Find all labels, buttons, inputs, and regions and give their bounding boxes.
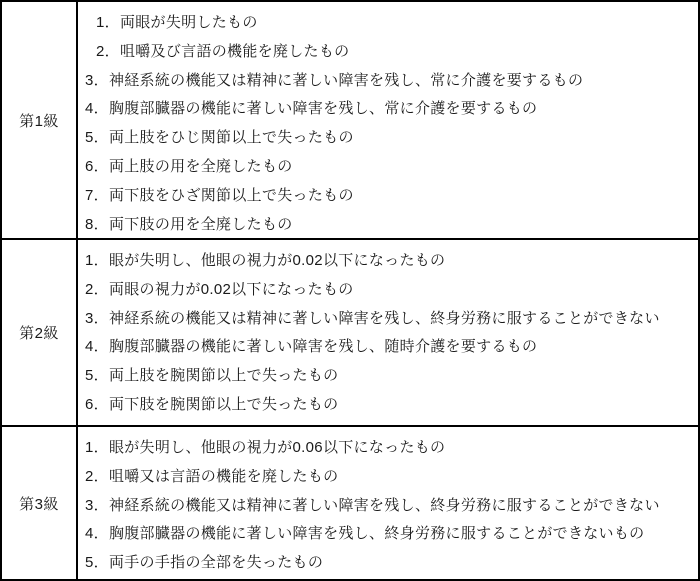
grade-label-2: 第2級 bbox=[2, 240, 78, 425]
criteria-item: 4．胸腹部臓器の機能に著しい障害を残し、常に介護を要するもの bbox=[85, 100, 538, 118]
grade-label-1: 第1級 bbox=[2, 2, 78, 238]
criteria-item: 3．神経系統の機能又は精神に著しい障害を残し、常に介護を要するもの bbox=[85, 71, 584, 89]
criteria-item: 2．咀嚼又は言語の機能を廃したもの bbox=[85, 467, 339, 485]
criteria-cell-2 bbox=[78, 240, 698, 425]
criteria-item: 5．両上肢をひじ関節以上で失ったもの bbox=[85, 129, 354, 147]
criteria-item: 1．眼が失明し、他眼の視力が0.06以下になったもの bbox=[85, 439, 446, 456]
criteria-item: 7．両下肢をひざ関節以上で失ったもの bbox=[85, 186, 354, 204]
grade-label-3: 第3級 bbox=[2, 427, 78, 579]
criteria-cell-3 bbox=[78, 427, 698, 579]
criteria-item: 3．神経系統の機能又は精神に著しい障害を残し、終身労務に服することができない bbox=[85, 496, 660, 514]
criteria-item: 1．眼が失明し、他眼の視力が0.02以下になったもの bbox=[85, 252, 446, 269]
criteria-item: 2．咀嚼及び言語の機能を廃したもの bbox=[96, 42, 350, 60]
grade-row-2 bbox=[2, 240, 698, 427]
criteria-cell-1 bbox=[78, 2, 698, 238]
criteria-item: 6．両上肢の用を全廃したもの bbox=[85, 157, 293, 175]
criteria-item: 4．胸腹部臓器の機能に著しい障害を残し、随時介護を要するもの bbox=[85, 338, 538, 356]
criteria-item: 2．両眼の視力が0.02以下になったもの bbox=[85, 280, 354, 298]
criteria-item: 1．両眼が失明したもの bbox=[96, 14, 258, 31]
criteria-item: 3．神経系統の機能又は精神に著しい障害を残し、終身労務に服することができない bbox=[85, 309, 660, 327]
grade-row-3 bbox=[2, 427, 698, 579]
grade-row-1 bbox=[2, 2, 698, 240]
criteria-item: 5．両上肢を腕関節以上で失ったもの bbox=[85, 367, 339, 385]
criteria-item: 4．胸腹部臓器の機能に著しい障害を残し、終身労務に服することができないもの bbox=[85, 525, 645, 543]
criteria-item: 8．両下肢の用を全廃したもの bbox=[85, 215, 293, 233]
criteria-item: 5．両手の手指の全部を失ったもの bbox=[85, 554, 324, 572]
criteria-item: 6．両下肢を腕関節以上で失ったもの bbox=[85, 395, 339, 413]
